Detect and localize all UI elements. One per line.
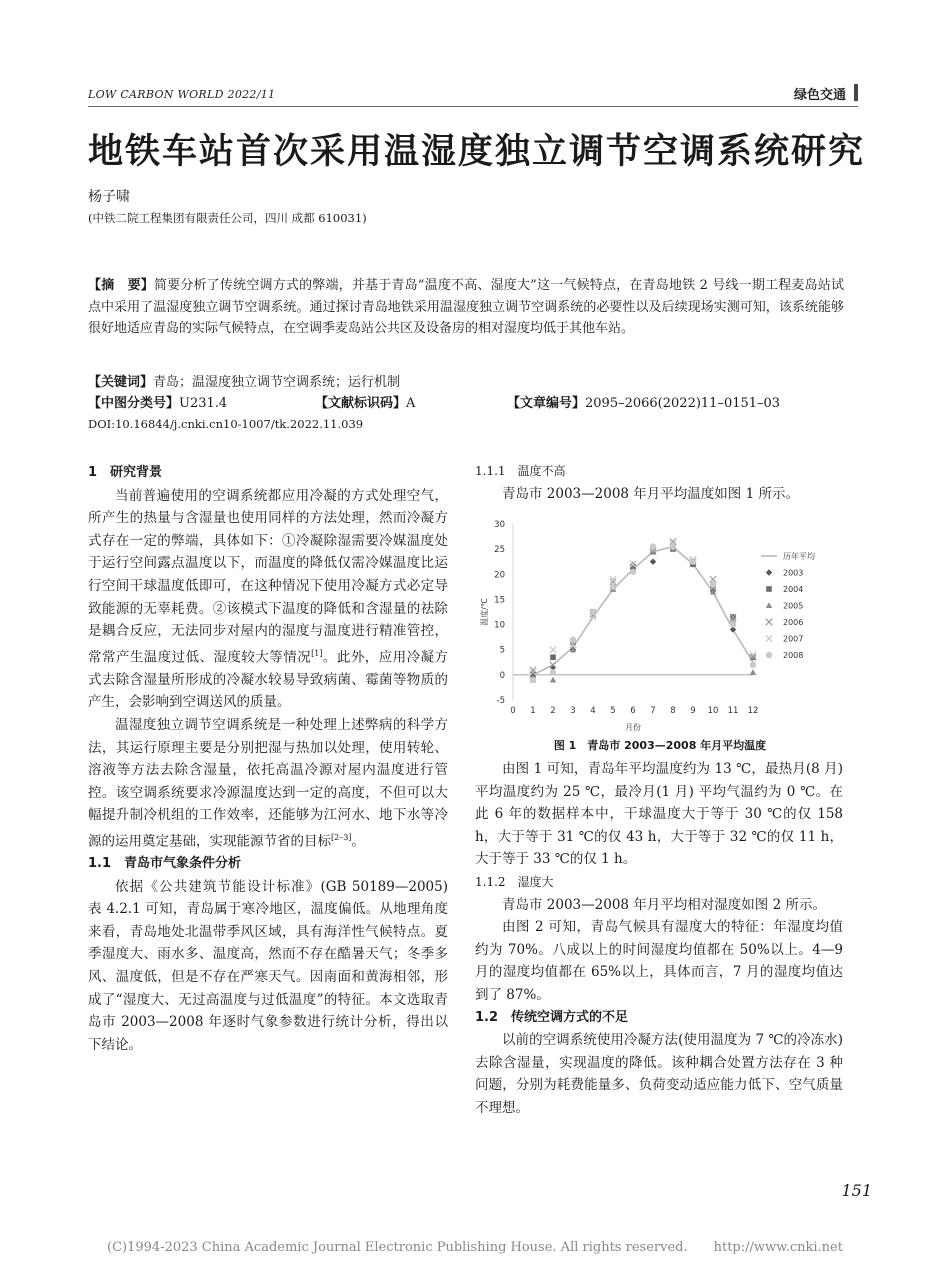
legend-swatch: [766, 586, 772, 592]
paragraph: 依据《公共建筑节能设计标准》(GB 50189—2005) 表 4.2.1 可知，青岛属于寒冷地区，温度偏低。从地理角度来看，青岛地处北温带季风区域，具有海洋性气候特点。夏季湿度大、雨水多、温度高，然而不存在酷暑天气；冬季多风、温度低，但是不存在严寒天气。因南面和黄海相邻，形成了“湿度大、无过高温度与过低温度”的特征。本文选取青岛市 2003—2008 年逐时气象参数进行统计分析，得出以下结论。: [88, 878, 448, 1053]
y-tick-label: 30: [494, 520, 505, 530]
x-tick-label: 8: [670, 706, 676, 716]
abstract: [88, 275, 844, 340]
data-point-2008: [590, 609, 596, 615]
legend-label: 2007: [783, 634, 804, 644]
figure-caption: 图 1 青岛市 2003—2008 年月平均温度: [553, 739, 767, 752]
doi: DOI:10.16844/j.cnki.cn10-1007/tk.2022.11.039: [88, 417, 364, 431]
x-tick-label: 10: [707, 706, 719, 716]
data-point-2008: [550, 669, 556, 675]
header-divider: [88, 106, 858, 107]
paragraph: 由图 1 可知，青岛年平均温度约为 13 ℃，最热月(8 月) 平均温度约为 25 ℃，最冷月(1 月) 平均气温约为 0 ℃。在此 6 年的数据样本中，干球温度大于等于 30 ℃的仅 158 h，大于等于 31 ℃的仅 43 h，大于等于 32 ℃的仅 11 h，大于等于 33 ℃的仅 1 h。: [475, 761, 843, 868]
y-tick-label: 10: [494, 620, 505, 631]
x-axis-label: 月份: [625, 723, 641, 732]
paragraph-text: 温湿度独立调节空调系统是一种处理上述弊病的科学方法，其运行原理主要是分别把湿与热加以处理，使用转轮、溶液等方法去除含湿量，依托高温冷源对屋内温度进行管控。该空调系统要求冷源温度达到一定的高度，不但可以大幅提升制冷机组的工作效率，还能够为江河水、地下水等冷源的运用奠定基础，实现能源节省的目标: [88, 717, 448, 850]
y-tick-label: 15: [494, 595, 505, 606]
clc-value: U231.4: [179, 396, 228, 411]
data-point-2008: [530, 677, 536, 683]
left-column: [88, 462, 448, 1056]
legend-label: 历年平均: [783, 552, 815, 561]
series-line-average: [533, 547, 753, 675]
y-tick-label: 20: [494, 570, 505, 581]
legend-label: 2003: [783, 568, 804, 578]
art-label: 【文章编号】: [507, 396, 586, 411]
right-column-top: [475, 460, 843, 505]
paragraph: [88, 485, 448, 714]
data-point-2008: [610, 584, 616, 590]
data-point-2005: [550, 677, 556, 683]
x-tick-label: 2: [550, 706, 556, 716]
keywords: [88, 371, 400, 390]
data-point-2008: [730, 621, 736, 627]
data-point-2008: [710, 581, 716, 587]
clc-label: 【中图分类号】: [88, 396, 180, 411]
paragraph: 由图 2 可知，青岛气候具有湿度大的特征：年湿度均值约为 70%。八成以上的时间湿度均值都在 50%以上。4—9 月的湿度均值都在 65%以上，具体而言，7 月的湿度均值达到了 87%。: [475, 919, 843, 1003]
temperature-chart: [475, 510, 845, 742]
affiliation: (中铁二院工程集团有限责任公司，四川 成都 610031): [88, 211, 367, 225]
x-tick-label: 0: [510, 706, 516, 716]
data-point-2008: [750, 662, 756, 668]
y-tick-label: 25: [494, 545, 505, 556]
subsection-heading: 1.1.2 湿度大: [475, 874, 554, 889]
citation: [2–3]: [331, 833, 352, 842]
x-tick-label: 6: [630, 706, 636, 716]
header-bar: [854, 84, 858, 101]
paragraph: 以前的空调系统使用冷凝方法(使用温度为 7 ℃的冷冻水) 去除含湿量，实现温度的降低。该种耦合处置方法存在 3 种问题，分别为耗费能量多、负荷变动适应能力低下、空气质量不理想。: [475, 1032, 843, 1116]
paragraph-text: 。此外，应用冷凝方式去除含湿量所形成的冷凝水较易导致病菌、霉菌等物质的产生，会影响到空调送风的质量。: [88, 649, 449, 711]
doc-code: [315, 392, 415, 411]
legend-swatch: [766, 652, 772, 658]
section-header: 绿色交通: [793, 88, 846, 103]
x-tick-label: 7: [650, 706, 656, 716]
data-point-2003: [650, 559, 656, 565]
paragraph: 青岛市 2003—2008 年月平均温度如图 1 所示。: [502, 485, 799, 502]
data-point-2008: [570, 636, 576, 642]
x-tick-label: 4: [590, 706, 596, 716]
journal-header: LOW CARBON WORLD 2022/11: [88, 88, 276, 101]
legend-swatch: [766, 619, 772, 625]
data-point-2008: [650, 543, 656, 549]
y-axis-label: 温度/℃: [480, 598, 489, 626]
legend-label: 2004: [783, 585, 804, 594]
legend-swatch: [766, 569, 772, 575]
data-point-2008: [690, 559, 696, 565]
legend-swatch: [766, 602, 772, 608]
y-tick-label: 0: [499, 670, 505, 681]
page-number: 151: [841, 1181, 872, 1200]
keywords-text: 青岛；温湿度独立调节空调系统；运行机制: [153, 375, 401, 390]
article-title: 地铁车站首次采用温湿度独立调节空调系统研究: [88, 132, 866, 172]
legend-label: 2006: [783, 618, 804, 627]
legend-label: 2005: [783, 601, 804, 611]
legend-label: 2008: [783, 651, 804, 660]
abstract-label: 【摘 要】: [88, 278, 154, 293]
subsection-heading: 1.1.1 温度不高: [475, 464, 566, 478]
paragraph-text: 当前普遍使用的空调系统都应用冷凝的方式处理空气，所产生的热量与含湿量也使用同样的方法处理，然而冷凝方式存在一定的弊端，具体如下：①冷凝除湿需要冷媒温度处于运行空间露点温度以下，而温度的降低仅需冷媒温度比运行空间干球温度低即可，在这种情况下使用冷凝方式必定导致能源的无辜耗费。②该模式下温度的降低和含湿量的祛除是耦合反应，无法同步对屋内的湿度与温度进行精准管控，常常产生温度过低、湿度较大等情况: [88, 487, 448, 666]
data-point-2005: [750, 669, 756, 675]
data-point-2004: [550, 654, 556, 660]
paragraph: 青岛市 2003—2008 年月平均相对湿度如图 2 所示。: [502, 896, 826, 913]
legend-swatch: [766, 635, 772, 641]
y-tick-label: -5: [496, 696, 505, 706]
citation: [1]: [311, 648, 323, 658]
x-tick-label: 3: [570, 706, 576, 716]
data-point-2008: [670, 543, 676, 549]
abstract-text: 简要分析了传统空调方式的弊端，并基于青岛“温度不高、湿度大”这一气候特点，在青岛地铁 2 号线一期工程麦岛站试点中采用了温湿度独立调节空调系统。通过探讨青岛地铁采用温湿度独立调节空调系统的必要性以及后续现场实测可知，该系统能够很好地适应青岛的实际气候特点，在空调季麦岛站公共区及设备房的相对湿度均低于其他车站。: [88, 278, 844, 336]
paragraph-text: 。: [351, 833, 365, 850]
data-point-2007: [550, 647, 556, 653]
copyright-footer: (C)1994-2023 China Academic Journal Electronic Publishing House. All rights reserved. http://www.cnki.net: [107, 1240, 843, 1255]
doc-label: 【文献标识码】: [315, 396, 407, 411]
article-number: [507, 392, 780, 411]
doc-value: A: [406, 396, 416, 411]
author: 杨子啸: [88, 189, 130, 205]
art-value: 2095–2066(2022)11–0151–03: [585, 396, 781, 411]
clc-code: [88, 392, 227, 411]
x-tick-label: 12: [747, 706, 759, 716]
data-point-2008: [630, 569, 636, 575]
section-heading: 1 研究背景: [88, 465, 163, 480]
x-tick-label: 1: [530, 706, 536, 716]
x-tick-label: 9: [690, 706, 696, 716]
x-tick-label: 5: [610, 706, 616, 716]
section-heading: 1.1 青岛市气象条件分析: [88, 856, 242, 872]
y-tick-label: 5: [499, 645, 505, 656]
right-column-bottom: [475, 758, 843, 1120]
x-tick-label: 11: [727, 706, 739, 716]
paragraph: [88, 714, 448, 853]
section-heading: 1.2 传统空调方式的不足: [475, 1009, 629, 1025]
keywords-label: 【关键词】: [88, 375, 154, 390]
